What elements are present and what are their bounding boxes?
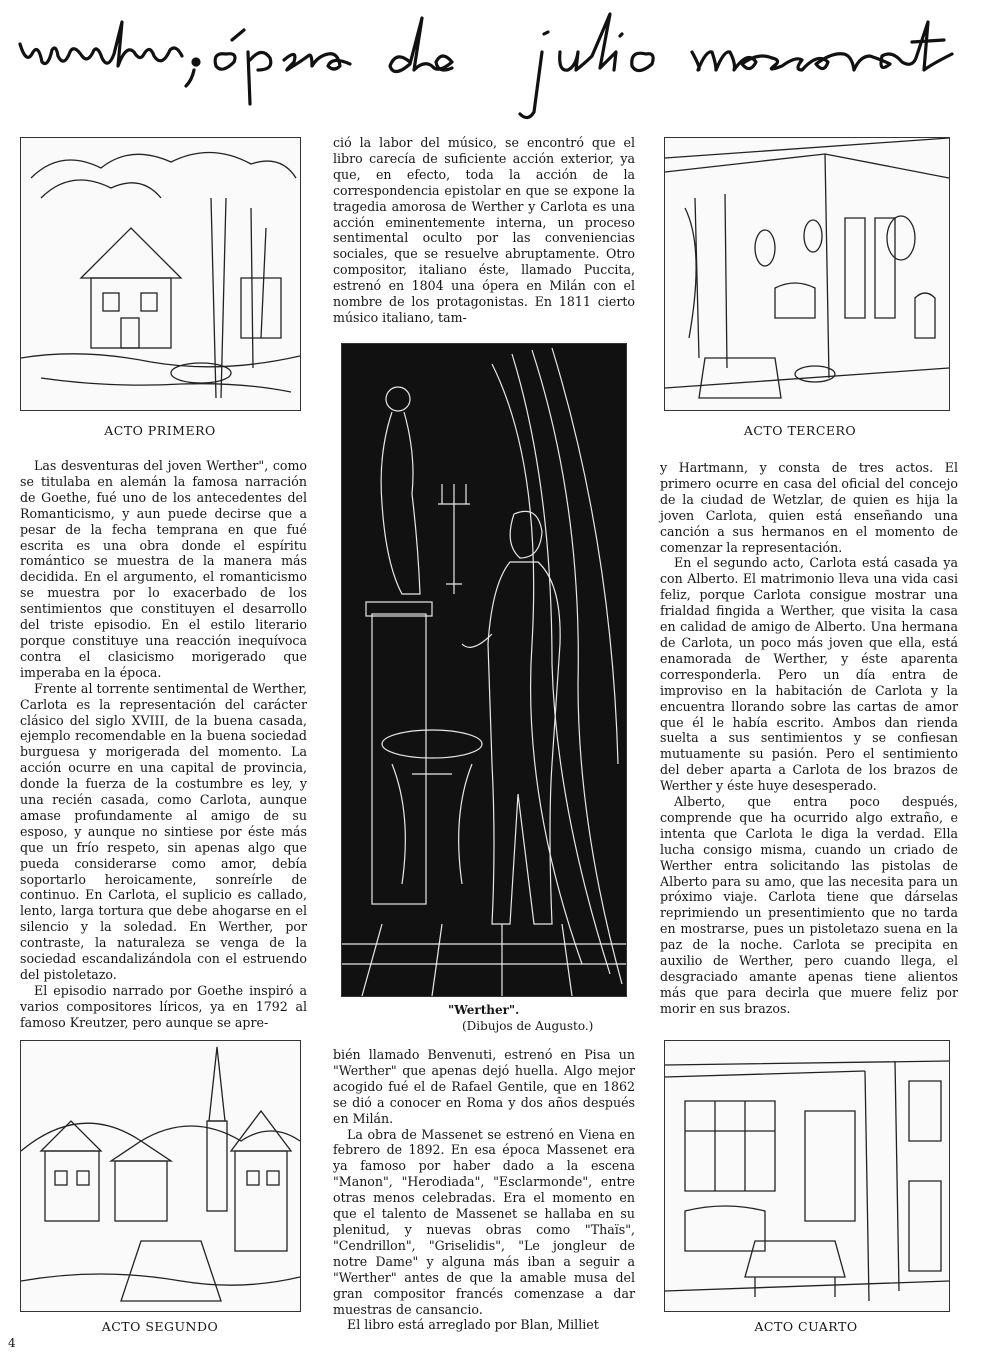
act3-caption: ACTO TERCERO — [743, 423, 857, 438]
paragraph: y Hartmann, y consta de tres actos. El primero ocurre en casa del oficial del concejo de la ciudad de Wetzlar, de quien es hija la joven Carlota, quien está enseñando una canción a sus hermanos en el momento de comenzar la representación. — [660, 460, 958, 555]
text-column-middle-bottom — [333, 1047, 635, 1333]
paragraph: El episodio narrado por Goethe inspiró a varios compositores líricos, ya en 1792 al famoso Kreutzer, pero aunque se apre- — [20, 982, 307, 1030]
act1-illustration — [20, 137, 301, 411]
paragraph: Las desventuras del joven Werther", como se titulaba en alemán la famosa narración de Goethe, fué uno de los antecedentes del Romanticismo, y aun puede decirse que a pesar de la fecha temprana en que fué escrita es una obra donde el espíritu romántico se muestra de la manera más decidida. En el argumento, el romanticismo se muestra por lo exacerbado de los sentimientos que constituyen el desarrollo del triste episodio. En el estilo literario porque constituye una reacción inequívoca contra el clasicismo morigerado que imperaba en la época. — [20, 458, 307, 680]
paragraph: La obra de Massenet se estrenó en Viena en febrero de 1892. En esa época Massenet era ya famoso por haber dado a la escena "Manon", "Herodiada", "Esclarmonde", entre otras menos celebradas. Era el momento en que el talento de Massenet se hallaba en su plenitud, y nuevas obras como "Thaïs", "Cendrillon", "Griselidis", "Le jongleur de notre Dame" y alguna más iban a seguir a "Werther" antes de que la amable musa del gran compositor francés comenzase a dar muestras de cansancio. — [333, 1126, 635, 1317]
page-title — [12, 4, 987, 124]
paragraph: En el segundo acto, Carlota está casada ya con Alberto. El matrimonio lleva una vida casi feliz, porque Carlota consigue mostrar una frialdad fingida a Werther, que visita la casa en calidad de amigo de Alberto. Una hermana de Carlota, un poco más joven que ella, está enamorada de Werther, y éste aparenta corresponderla. Pero un día entra de improviso en la habitación de Carlota y la encuentra llorando sobre las cartas de amor que él le había escrito. Ambos dan rienda suelta a sus sentimientos y se confiesan mutuamente su pasión. Pero el sentimiento del deber aparta a Carlota de los brazos de Werther y éste huye desesperado. — [660, 555, 958, 794]
act4-caption: ACTO CUARTO — [754, 1319, 858, 1334]
act2-illustration — [20, 1040, 301, 1312]
act1-caption: ACTO PRIMERO — [104, 423, 216, 438]
page-number: 4 — [8, 1336, 16, 1350]
paragraph: El libro está arreglado por Blan, Milliet — [347, 1317, 599, 1333]
act3-illustration — [664, 137, 950, 411]
main-caption-title: "Werther". — [448, 1003, 520, 1017]
act2-caption: ACTO SEGUNDO — [101, 1319, 219, 1334]
text-column-right — [660, 460, 958, 1017]
paragraph: bién llamado Benvenuti, estrenó en Pisa un "Werther" que apenas dejó huella. Algo mejor acogido fué el de Rafael Gentile, que en 1862 se dió a conocer en Roma y dos años después en Milán. — [333, 1047, 635, 1126]
paragraph: Alberto, que entra poco después, comprende que ha ocurrido algo extraño, e intenta que Carlota le diga la verdad. Ella lucha consigo misma, cuando un criado de Werther entra solicitando las pistolas de Alberto para su amo, que las necesita para un próximo viaje. Carlota tiene que dárselas reprimiendo un presentimiento que no tarda en mostrarse, pues un pistoletazo suena en la paz de la noche. Carlota se precipita en auxilio de Werther, pero cuando llega, el desgraciado amante apenas tiene alientos más que para decirla que muere feliz por morir en sus brazos. — [660, 794, 958, 1016]
text-column-middle-top — [333, 135, 635, 326]
text-column-left — [20, 458, 307, 1031]
main-illustration — [341, 343, 627, 997]
paragraph: Frente al torrente sentimental de Werther, Carlota es la representación del carácter clásico del siglo XVIII, de la buena casada, ejemplo recomendable en la buena sociedad burguesa y morigerada del momento. La acción ocurre en una capital de provincia, donde la fuerza de la costumbre es ley, y una recién casada, como Carlota, aunque amase profundamente al amigo de su esposo, y aunque no sintiese por éste más que un frío respeto, sin apenas algo que pueda considerarse como amor, debía soportarlo heroicamente, sonreírle de continuo. En Carlota, el suplicio es callado, lento, larga tortura que debe ahogarse en el silencio y la soledad. En Werther, por contraste, la naturaleza se venga de la sociedad escandalizándola con el estruendo del pistoletazo. — [20, 680, 307, 982]
paragraph: ció la labor del músico, se encontró que el libro carecía de suficiente acción exterior, ya que, en efecto, toda la acción de la correspondencia epistolar en que se expone la tragedia amorosa de Werther y Carlota es una acción eminentemente interna, un proceso sentimental oculto por las conveniencias sociales, que se resuelve abruptamente. Otro compositor, italiano éste, llamado Puccita, estrenó en 1804 una ópera en Milán con el nombre de los protagonistas. En 1811 cierto músico italiano, tam- — [333, 135, 635, 325]
main-caption — [440, 1003, 640, 1033]
act4-illustration — [664, 1040, 950, 1312]
main-caption-credit: (Dibujos de Augusto.) — [462, 1019, 594, 1033]
